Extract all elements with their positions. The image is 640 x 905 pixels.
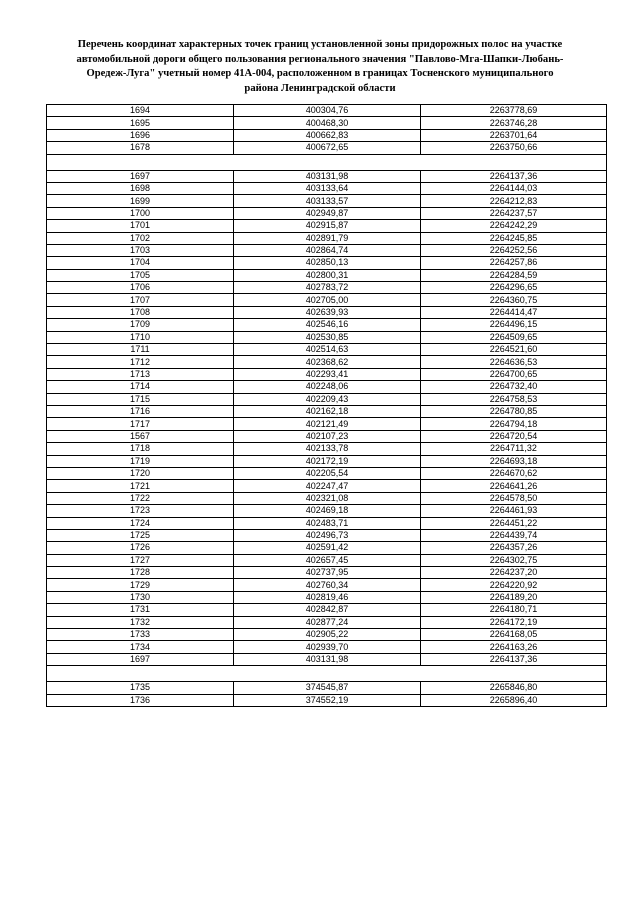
y-coordinate-cell: 2264780,85: [421, 405, 607, 417]
x-coordinate-cell: 402133,78: [234, 443, 421, 455]
table-row: [47, 682, 607, 694]
point-number-cell: 1711: [47, 344, 234, 356]
table-row: [47, 105, 607, 117]
table-row: [47, 604, 607, 616]
point-number-cell: 1700: [47, 207, 234, 219]
table-row: [47, 244, 607, 256]
y-coordinate-cell: 2264636,53: [421, 356, 607, 368]
x-coordinate-cell: 400672,65: [234, 142, 421, 154]
table-row: [47, 232, 607, 244]
title-line: района Ленинградской области: [244, 82, 396, 94]
coordinates-table: [46, 104, 607, 707]
point-number-cell: 1722: [47, 492, 234, 504]
table-row: [47, 381, 607, 393]
table-row: [47, 405, 607, 417]
point-number-cell: 1731: [47, 604, 234, 616]
table-row: [47, 117, 607, 129]
y-coordinate-cell: 2265846,80: [421, 682, 607, 694]
point-number-cell: 1702: [47, 232, 234, 244]
x-coordinate-cell: 402760,34: [234, 579, 421, 591]
y-coordinate-cell: 2264172,19: [421, 616, 607, 628]
point-number-cell: 1735: [47, 682, 234, 694]
x-coordinate-cell: 402891,79: [234, 232, 421, 244]
table-row: [47, 393, 607, 405]
separator-cell: [47, 154, 607, 170]
point-number-cell: 1705: [47, 269, 234, 281]
point-number-cell: 1695: [47, 117, 234, 129]
x-coordinate-cell: 403131,98: [234, 653, 421, 665]
point-number-cell: 1698: [47, 182, 234, 194]
point-number-cell: 1715: [47, 393, 234, 405]
y-coordinate-cell: 2264794,18: [421, 418, 607, 430]
table-row: [47, 467, 607, 479]
table-row: [47, 129, 607, 141]
table-row: [47, 294, 607, 306]
title-line: Перечень координат характерных точек границ установленной зоны придорожных полос на участке: [77, 39, 563, 50]
y-coordinate-cell: 2264670,62: [421, 467, 607, 479]
point-number-cell: 1736: [47, 694, 234, 706]
point-number-cell: 1716: [47, 405, 234, 417]
title-line: автомобильной дороги общего пользования регионального значения "Павлово-Мга-Шапки-Любань-: [76, 53, 564, 65]
x-coordinate-cell: 402949,87: [234, 207, 421, 219]
x-coordinate-cell: 403131,98: [234, 170, 421, 182]
x-coordinate-cell: 402546,16: [234, 319, 421, 331]
point-number-cell: 1709: [47, 319, 234, 331]
y-coordinate-cell: 2264189,20: [421, 591, 607, 603]
x-coordinate-cell: 402469,18: [234, 505, 421, 517]
y-coordinate-cell: 2264578,50: [421, 492, 607, 504]
x-coordinate-cell: 402657,45: [234, 554, 421, 566]
y-coordinate-cell: 2264720,54: [421, 430, 607, 442]
point-number-cell: 1706: [47, 282, 234, 294]
x-coordinate-cell: 402905,22: [234, 629, 421, 641]
point-number-cell: 1713: [47, 368, 234, 380]
x-coordinate-cell: 402172,19: [234, 455, 421, 467]
x-coordinate-cell: 402877,24: [234, 616, 421, 628]
y-coordinate-cell: 2264163,26: [421, 641, 607, 653]
point-number-cell: 1678: [47, 142, 234, 154]
x-coordinate-cell: 403133,57: [234, 195, 421, 207]
y-coordinate-cell: 2264357,26: [421, 542, 607, 554]
x-coordinate-cell: 402939,70: [234, 641, 421, 653]
title-line: Оредеж-Луга" учетный номер 41А-004, расположенном в границах Тосненского муниципального: [86, 68, 554, 79]
x-coordinate-cell: 400304,76: [234, 105, 421, 117]
x-coordinate-cell: 402783,72: [234, 282, 421, 294]
table-row: [47, 455, 607, 467]
y-coordinate-cell: 2264509,65: [421, 331, 607, 343]
point-number-cell: 1733: [47, 629, 234, 641]
x-coordinate-cell: 402842,87: [234, 604, 421, 616]
table-row: [47, 567, 607, 579]
table-row: [47, 282, 607, 294]
point-number-cell: 1726: [47, 542, 234, 554]
table-row: [47, 480, 607, 492]
y-coordinate-cell: 2264137,36: [421, 170, 607, 182]
point-number-cell: 1703: [47, 244, 234, 256]
point-number-cell: 1732: [47, 616, 234, 628]
y-coordinate-cell: 2264451,22: [421, 517, 607, 529]
table-row: [47, 629, 607, 641]
y-coordinate-cell: 2265896,40: [421, 694, 607, 706]
y-coordinate-cell: 2263750,66: [421, 142, 607, 154]
x-coordinate-cell: 374552,19: [234, 694, 421, 706]
table-row: [47, 443, 607, 455]
x-coordinate-cell: 402800,31: [234, 269, 421, 281]
point-number-cell: 1697: [47, 170, 234, 182]
x-coordinate-cell: 402850,13: [234, 257, 421, 269]
y-coordinate-cell: 2264180,71: [421, 604, 607, 616]
y-coordinate-cell: 2264257,86: [421, 257, 607, 269]
table-row: [47, 257, 607, 269]
point-number-cell: 1724: [47, 517, 234, 529]
table-row: [47, 653, 607, 665]
x-coordinate-cell: 403133,64: [234, 182, 421, 194]
x-coordinate-cell: 402591,42: [234, 542, 421, 554]
point-number-cell: 1697: [47, 653, 234, 665]
table-row: [47, 207, 607, 219]
y-coordinate-cell: 2263778,69: [421, 105, 607, 117]
y-coordinate-cell: 2264144,03: [421, 182, 607, 194]
table-row: [47, 554, 607, 566]
x-coordinate-cell: 402247,47: [234, 480, 421, 492]
y-coordinate-cell: 2264758,53: [421, 393, 607, 405]
table-row: [47, 368, 607, 380]
table-row: [47, 641, 607, 653]
table-row: [47, 344, 607, 356]
x-coordinate-cell: 402737,95: [234, 567, 421, 579]
table-row: [47, 492, 607, 504]
y-coordinate-cell: 2264496,15: [421, 319, 607, 331]
table-row: [47, 195, 607, 207]
y-coordinate-cell: 2264732,40: [421, 381, 607, 393]
table-row: [47, 142, 607, 154]
x-coordinate-cell: 402162,18: [234, 405, 421, 417]
y-coordinate-cell: 2264284,59: [421, 269, 607, 281]
point-number-cell: 1730: [47, 591, 234, 603]
x-coordinate-cell: 402248,06: [234, 381, 421, 393]
point-number-cell: 1714: [47, 381, 234, 393]
point-number-cell: 1728: [47, 567, 234, 579]
y-coordinate-cell: 2264641,26: [421, 480, 607, 492]
point-number-cell: 1719: [47, 455, 234, 467]
y-coordinate-cell: 2264360,75: [421, 294, 607, 306]
y-coordinate-cell: 2264711,32: [421, 443, 607, 455]
table-row: [47, 319, 607, 331]
coordinates-table-body: [47, 105, 607, 707]
group-separator-row: [47, 666, 607, 682]
point-number-cell: 1721: [47, 480, 234, 492]
x-coordinate-cell: 374545,87: [234, 682, 421, 694]
x-coordinate-cell: 400468,30: [234, 117, 421, 129]
point-number-cell: 1708: [47, 306, 234, 318]
table-row: [47, 505, 607, 517]
y-coordinate-cell: 2263701,64: [421, 129, 607, 141]
point-number-cell: 1729: [47, 579, 234, 591]
group-separator-row: [47, 154, 607, 170]
x-coordinate-cell: 402819,46: [234, 591, 421, 603]
y-coordinate-cell: 2264237,20: [421, 567, 607, 579]
table-row: [47, 220, 607, 232]
y-coordinate-cell: 2264245,85: [421, 232, 607, 244]
x-coordinate-cell: 402483,71: [234, 517, 421, 529]
table-row: [47, 579, 607, 591]
table-row: [47, 418, 607, 430]
point-number-cell: 1725: [47, 529, 234, 541]
y-coordinate-cell: 2264137,36: [421, 653, 607, 665]
table-row: [47, 356, 607, 368]
table-row: [47, 694, 607, 706]
table-row: [47, 542, 607, 554]
point-number-cell: 1567: [47, 430, 234, 442]
point-number-cell: 1734: [47, 641, 234, 653]
document-title: [40, 38, 600, 96]
table-row: [47, 170, 607, 182]
x-coordinate-cell: 402293,41: [234, 368, 421, 380]
x-coordinate-cell: 402864,74: [234, 244, 421, 256]
y-coordinate-cell: 2264237,57: [421, 207, 607, 219]
y-coordinate-cell: 2264296,65: [421, 282, 607, 294]
y-coordinate-cell: 2264252,56: [421, 244, 607, 256]
table-row: [47, 616, 607, 628]
y-coordinate-cell: 2264212,83: [421, 195, 607, 207]
y-coordinate-cell: 2264220,92: [421, 579, 607, 591]
table-row: [47, 306, 607, 318]
table-row: [47, 517, 607, 529]
y-coordinate-cell: 2264439,74: [421, 529, 607, 541]
y-coordinate-cell: 2264242,29: [421, 220, 607, 232]
point-number-cell: 1712: [47, 356, 234, 368]
x-coordinate-cell: 402121,49: [234, 418, 421, 430]
point-number-cell: 1707: [47, 294, 234, 306]
x-coordinate-cell: 402530,85: [234, 331, 421, 343]
x-coordinate-cell: 402915,87: [234, 220, 421, 232]
x-coordinate-cell: 402209,43: [234, 393, 421, 405]
y-coordinate-cell: 2264693,18: [421, 455, 607, 467]
point-number-cell: 1696: [47, 129, 234, 141]
table-row: [47, 331, 607, 343]
x-coordinate-cell: 402514,63: [234, 344, 421, 356]
point-number-cell: 1699: [47, 195, 234, 207]
table-row: [47, 430, 607, 442]
point-number-cell: 1704: [47, 257, 234, 269]
x-coordinate-cell: 402368,62: [234, 356, 421, 368]
table-row: [47, 529, 607, 541]
table-row: [47, 269, 607, 281]
y-coordinate-cell: 2264168,05: [421, 629, 607, 641]
y-coordinate-cell: 2264461,93: [421, 505, 607, 517]
x-coordinate-cell: 402705,00: [234, 294, 421, 306]
table-row: [47, 182, 607, 194]
x-coordinate-cell: 402639,93: [234, 306, 421, 318]
point-number-cell: 1717: [47, 418, 234, 430]
point-number-cell: 1710: [47, 331, 234, 343]
y-coordinate-cell: 2263746,28: [421, 117, 607, 129]
point-number-cell: 1723: [47, 505, 234, 517]
x-coordinate-cell: 402205,54: [234, 467, 421, 479]
x-coordinate-cell: 400662,83: [234, 129, 421, 141]
x-coordinate-cell: 402107,23: [234, 430, 421, 442]
point-number-cell: 1720: [47, 467, 234, 479]
point-number-cell: 1718: [47, 443, 234, 455]
point-number-cell: 1694: [47, 105, 234, 117]
y-coordinate-cell: 2264302,75: [421, 554, 607, 566]
table-row: [47, 591, 607, 603]
y-coordinate-cell: 2264521,60: [421, 344, 607, 356]
y-coordinate-cell: 2264414,47: [421, 306, 607, 318]
point-number-cell: 1701: [47, 220, 234, 232]
x-coordinate-cell: 402496,73: [234, 529, 421, 541]
y-coordinate-cell: 2264700,65: [421, 368, 607, 380]
point-number-cell: 1727: [47, 554, 234, 566]
separator-cell: [47, 666, 607, 682]
x-coordinate-cell: 402321,08: [234, 492, 421, 504]
